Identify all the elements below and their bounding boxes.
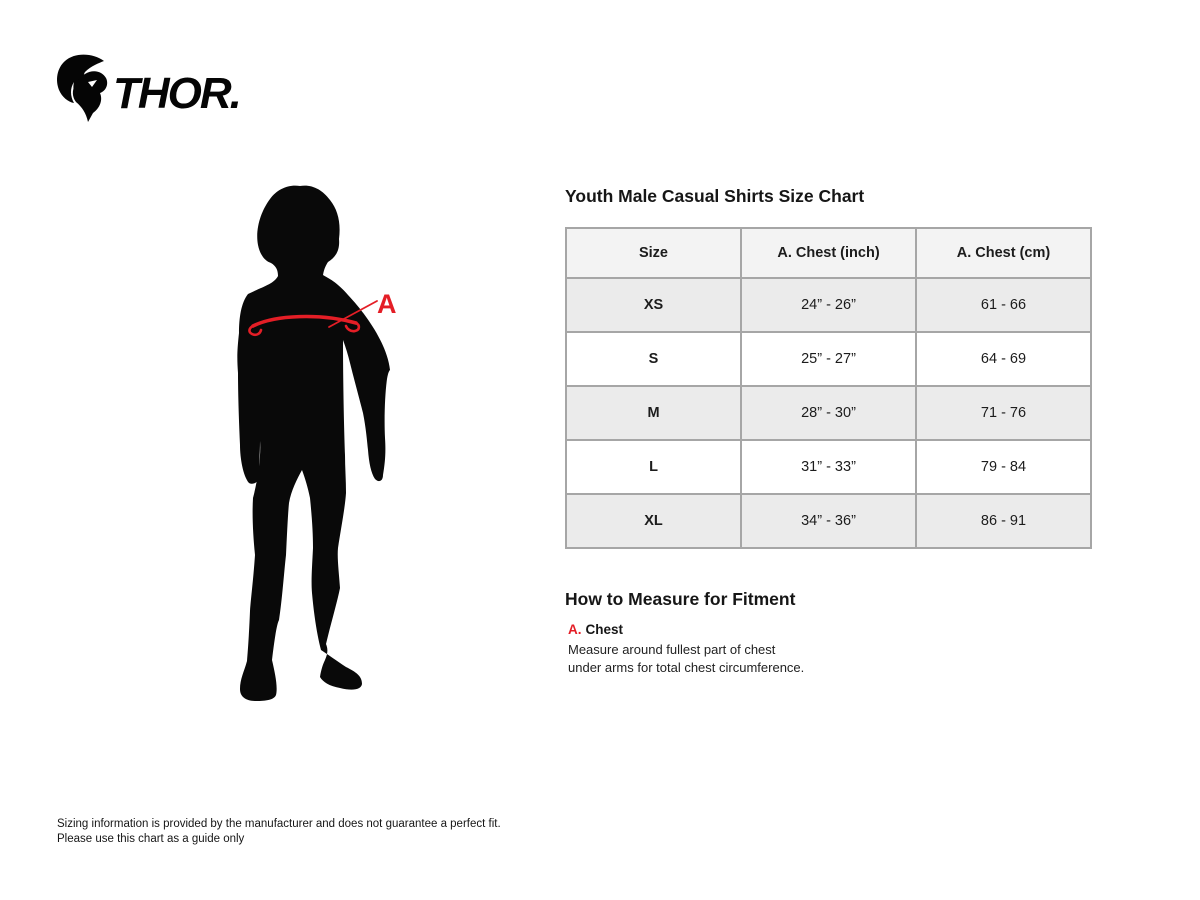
disclaimer-line-1: Sizing information is provided by the manufacturer and does not guarantee a perfect fit. (57, 818, 501, 830)
table-row-xl (566, 494, 1091, 548)
measure-item-chest (568, 622, 623, 637)
logo-text: THOR. (113, 69, 240, 118)
size-chart-table (565, 227, 1092, 549)
table-header-row (566, 228, 1091, 278)
disclaimer-text (57, 817, 501, 846)
table-row-s (566, 332, 1091, 386)
measure-key-a: A. (568, 622, 582, 637)
chest-inch-value: 34” - 36” (741, 494, 916, 548)
table-row-l (566, 440, 1091, 494)
size-value: L (566, 440, 741, 494)
annotation-a-label: A (377, 289, 397, 319)
chest-cm-value: 64 - 69 (916, 332, 1091, 386)
youth-figure (225, 183, 465, 705)
chest-cm-value: 71 - 76 (916, 386, 1091, 440)
column-header-size: Size (566, 228, 741, 278)
size-chart-title: Youth Male Casual Shirts Size Chart (565, 186, 865, 206)
chest-inch-value: 25” - 27” (741, 332, 916, 386)
size-value: XL (566, 494, 741, 548)
chest-inch-value: 28” - 30” (741, 386, 916, 440)
table-row-xs (566, 278, 1091, 332)
chest-cm-value: 61 - 66 (916, 278, 1091, 332)
youth-silhouette (237, 186, 390, 701)
thor-goat-icon (57, 55, 107, 122)
chest-cm-value: 86 - 91 (916, 494, 1091, 548)
chest-cm-value: 79 - 84 (916, 440, 1091, 494)
chest-inch-value: 24” - 26” (741, 278, 916, 332)
chest-inch-value: 31” - 33” (741, 440, 916, 494)
size-value: XS (566, 278, 741, 332)
size-value: M (566, 386, 741, 440)
table-row-m (566, 386, 1091, 440)
measure-description: Measure around fullest part of chest under arms for total chest circumference. (568, 642, 805, 675)
thor-logo (55, 52, 250, 130)
disclaimer-line-2: Please use this chart as a guide only (57, 832, 245, 845)
column-header-chest-inch: A. Chest (inch) (741, 228, 916, 278)
measure-label-chest: Chest (585, 622, 624, 637)
column-header-chest-cm: A. Chest (cm) (916, 228, 1091, 278)
size-value: S (566, 332, 741, 386)
measure-heading: How to Measure for Fitment (565, 589, 796, 609)
